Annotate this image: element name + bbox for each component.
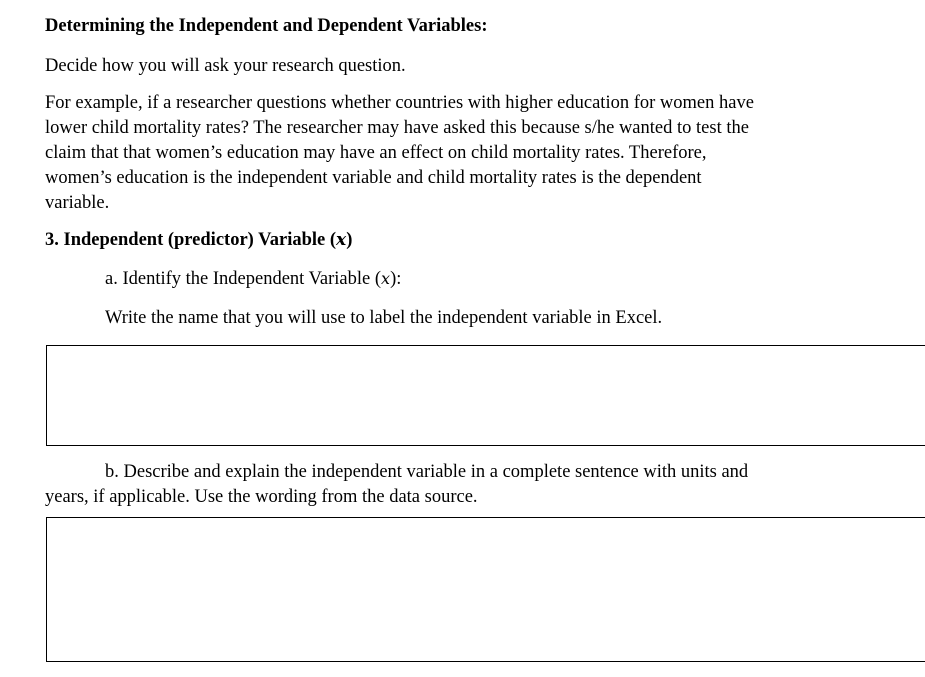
document-heading: Determining the Independent and Dependent Variables:: [45, 16, 488, 36]
question-a-variable: x: [381, 269, 391, 288]
example-line: women’s education is the independent variable and child mortality rates is the dependent: [45, 168, 702, 188]
example-paragraph: [45, 91, 754, 216]
answer-box-b[interactable]: [46, 517, 925, 662]
question-b-line: years, if applicable. Use the wording from the data source.: [45, 487, 478, 507]
question-a-instruction: Write the name that you will use to label the independent variable in Excel.: [105, 308, 663, 328]
decide-paragraph: Decide how you will ask your research question.: [45, 56, 406, 76]
section-3-title-suffix: ): [346, 230, 353, 250]
section-3-title-variable: x: [336, 230, 347, 250]
answer-box-a[interactable]: [46, 345, 925, 446]
question-a: [105, 269, 401, 290]
example-line: lower child mortality rates? The researcher may have asked this because s/he wanted to test the: [45, 118, 749, 138]
question-a-prefix: a. Identify the Independent Variable (: [105, 269, 382, 289]
question-b-line: b. Describe and explain the independent variable in a complete sentence with units and: [105, 462, 749, 482]
section-3-title-prefix: 3. Independent (predictor) Variable (: [45, 230, 337, 250]
example-line: claim that that women’s education may have an effect on child mortality rates. Therefore,: [45, 143, 707, 163]
example-line: For example, if a researcher questions whether countries with higher education for women have: [45, 93, 754, 113]
question-a-suffix: ):: [390, 269, 402, 289]
question-b: [45, 460, 748, 510]
example-line: variable.: [45, 193, 110, 213]
section-3-heading: [45, 230, 352, 251]
